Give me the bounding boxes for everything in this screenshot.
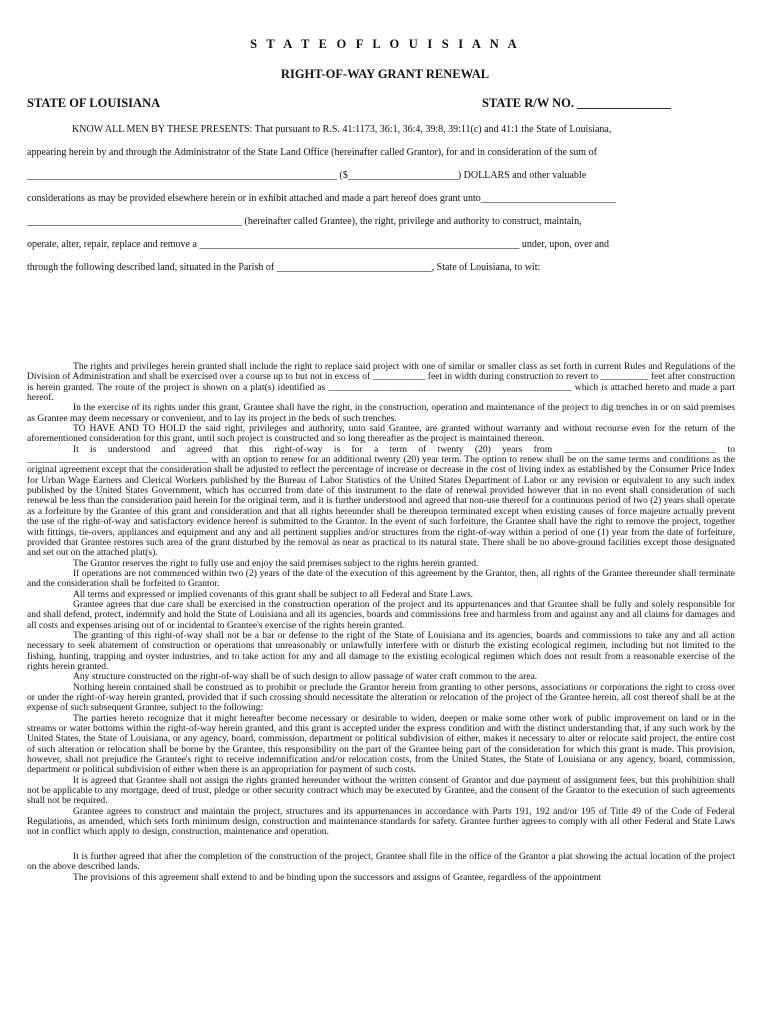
paragraph-exercise-rights: In the exercise of its rights under this grant, Grantee shall have the right, in the construction, operation and maintenance of the project to dig trenches in or on said premises as Grantee may deem necessary or convenient, and to lay its project in the beds of such trenches. xyxy=(27,402,735,424)
paragraph-federal-regulations: Grantee agrees to construct and maintain the project, structures and its appurtenances in accordance with Parts 191, 192 and/or 195 of Title 49 of the Code of Federal Regulations, as amended, which sets forth minimum design, construction and maintenance standards for safety. Grantee further agrees to comply with all other Federal and State Laws not in conflict which apply to design, construction, maintenance and operation. xyxy=(27,805,735,838)
intro-line-5: ___________________________________________ (hereinafter called Grantee), the right, privilege and authority to construct, maintain, xyxy=(27,216,582,227)
paragraph-public-improvement: The parties hereto recognize that it might hereafter become necessary or desirable to widen, deepen or make some other work of public improvement on land or in the streams or water bottoms within the right-of-way herein granted, and this grant is accepted under the express condition and with the distinct understanding that, if any such work by the United States, the State of Louisiana, or any agency, board, commission, department or political subdivision of either, makes it necessary to alter or relocate said project, the entire cost of such alteration or relocation shall be borne by the Grantee, this responsibility on the part of the Grantee being part of the consideration for which this grant is made. This provision, however, shall not prejudice the Grantee's right to receive indemnification and/or relocation costs, from the United States, the State of Louisiana or any agency, board, commission, department or political subdivision of either when there is an appropriation for payment of such costs. xyxy=(27,712,735,776)
intro-line-7: through the following described land, situated in the Parish of _______________________________, State of Louisiana, to wit: xyxy=(27,262,541,273)
state-heading: S T A T E O F L O U I S I A N A xyxy=(250,37,520,51)
paragraph-to-have-and-hold: TO HAVE AND TO HOLD the said right, privileges and authority, unto said Grantee, are granted without warranty and without recourse even for the return of the aforementioned consideration for this grant, until such project is constructed and so long thereafter as the project is maintained thereon. xyxy=(27,423,735,445)
paragraph-due-care: Grantee agrees that due care shall be exercised in the construction operation of the project and its appurtenances and that Grantee shall be fully and solely responsible for and shall defend, protect, indemnify and hold the State of Louisiana and all its agencies, boards and commissions free and harmless from and against any and all claims for damages and all costs and expenses arising out of or incidental to Grantee's exercise of the rights herein granted. xyxy=(27,598,735,631)
paragraph-operations-commenced: If operations are not commenced within two (2) years of the date of the execution of this agreement by the Grantor, then, all rights of the Grantee thereunder shall terminate and the consideration shall be forfeited to Grantor. xyxy=(27,567,735,590)
intro-line-4: considerations as may be provided elsewhere herein or in exhibit attached and made a part hereof does grant unto___________________________ xyxy=(27,193,616,204)
paragraph-term-renewal: It is understood and agreed that this right-of-way is for a term of twenty (20) years from ________________________________ to ______________________________________ with an option to renew for an additional twenty (20) year term. The option to renew shall be on the same terms and conditions as the original agreement except that the consideration shall be adjusted to reflect the percentage of increase or decrease in the cost of living index as established by the Consumer Price Index for Urban Wage Earners and Clerical Workers published by the Bureau of Labor Statistics of the United States Department of Labor or any revision or equivalent to any such index published by the United States Government, which has occurred from date of this instrument to the date of renewal provided however that in no event shall consideration of such renewal be less than the consideration paid herein for the original term, and it is further understood and agreed that non-use thereof for a continuous period of two (2) years shall operate as a forfeiture by the Grantee of this grant and consideration and that all rights hereunder shall be thereupon terminated except when existing causes of force majeure actually prevent the use of the right-of-way and satisfactory evidence hereof is submitted to the Grantor. In the event of such forfeiture, the Grantee shall have the right to remove the project, together with fittings, tie-overs, appliances and equipment and any and all pertinent supplies and/or structures from the right-of-way within a period of one (1) year from the date of forfeiture, provided that Grantee restores such area of the grant disturbed by the removal as near as practical to its natural state. There shall be no above-ground facilities except those designated and set out on the attached plat(s). xyxy=(27,443,735,559)
paragraph-plat-filing: It is further agreed that after the completion of the construction of the project, Grantee shall file in the office of the Grantor a plat showing the actual location of the project on the above described lands. xyxy=(27,850,735,873)
paragraph-assignment: It is agreed that Grantee shall not assign the rights granted hereunder without the written consent of Grantor and due payment of assignment fees, but this prohibition shall not be applicable to any mortgage, deed of trust, pledge or other security contract which may be executed by Grantee, and the consent of the Grantor to the execution of such agreements shall not be required. xyxy=(27,774,735,807)
intro-line-2: appearing herein by and through the Administrator of the State Land Office (hereinafter called Grantor), for and in consideration of the sum of xyxy=(27,147,597,158)
rw-number-field: STATE R/W NO. _______________ xyxy=(482,96,671,110)
paragraph-water-craft: Any structure constructed on the right-of-way shall be of such design to allow passage of water craft common to the area. xyxy=(73,671,538,683)
intro-line-1: KNOW ALL MEN BY THESE PRESENTS: That pursuant to R.S. 41:1173, 36:1, 36:4, 39:8, 39:11(c) and 41:1 the State of Louisiana, xyxy=(72,124,612,135)
grant-terms-body xyxy=(27,362,735,883)
paragraph-ecological: The granting of this right-of-way shall not be a bar or defense to the right of the State of Louisiana and its agencies, boards and commissions to take any and all action necessary to seek abatement of construction or operations that unreasonably or unlawfully interfere with or disturb the existing ecological regimen, including but not limited to the fishing, hunting, trapping and oyster industries, and to take action for any and all damage to the existing ecological regimen which does not result from a reasonable exercise of the rights herein granted. xyxy=(27,629,735,672)
paragraph-successors: The provisions of this agreement shall extend to and be binding upon the successors and assigns of Grantee, regardless of the appointment xyxy=(73,871,602,883)
paragraph-grantor-reserves: The Grantor reserves the right to fully use and enjoy the said premises subject to the rights herein granted. xyxy=(73,557,479,569)
paragraph-rights-privileges: The rights and privileges herein granted shall include the right to replace said project with one of similar or smaller class as set forth in current Rules and Regulations of the Division of Administration and shall be exercised over a course up to but not in excess of ___________ feet in width during construction to revert to __________ feet after construction is herein granted. The route of the project is shown on a plat(s) identified as ___________________________________________________ which is attached hereto and made a part hereof. xyxy=(27,361,735,404)
intro-line-3: ______________________________________________________________ ($______________________) DOLLARS and other valuable xyxy=(27,170,587,181)
state-label: STATE OF LOUISIANA xyxy=(27,96,161,110)
paragraph-crossing: Nothing herein contained shall be construed as to prohibit or preclude the Grantor herein from granting to other persons, associations or corporations the right to cross over or under the right-of-way herein granted, provided that if such crossing should necessitate the alteration or relocation of the project of the Grantee herein, all cost thereof shall be at the expense of such subsequent Grantee, subject to the following: xyxy=(27,681,735,714)
paragraph-covenants: All terms and expressed or implied covenants of this grant shall be subject to all Federal and State Laws. xyxy=(73,588,474,600)
document-title: RIGHT-OF-WAY GRANT RENEWAL xyxy=(280,67,490,81)
intro-line-6: operate, alter, repair, replace and remove a ________________________________________________________________ under, upon, over and xyxy=(27,239,610,250)
